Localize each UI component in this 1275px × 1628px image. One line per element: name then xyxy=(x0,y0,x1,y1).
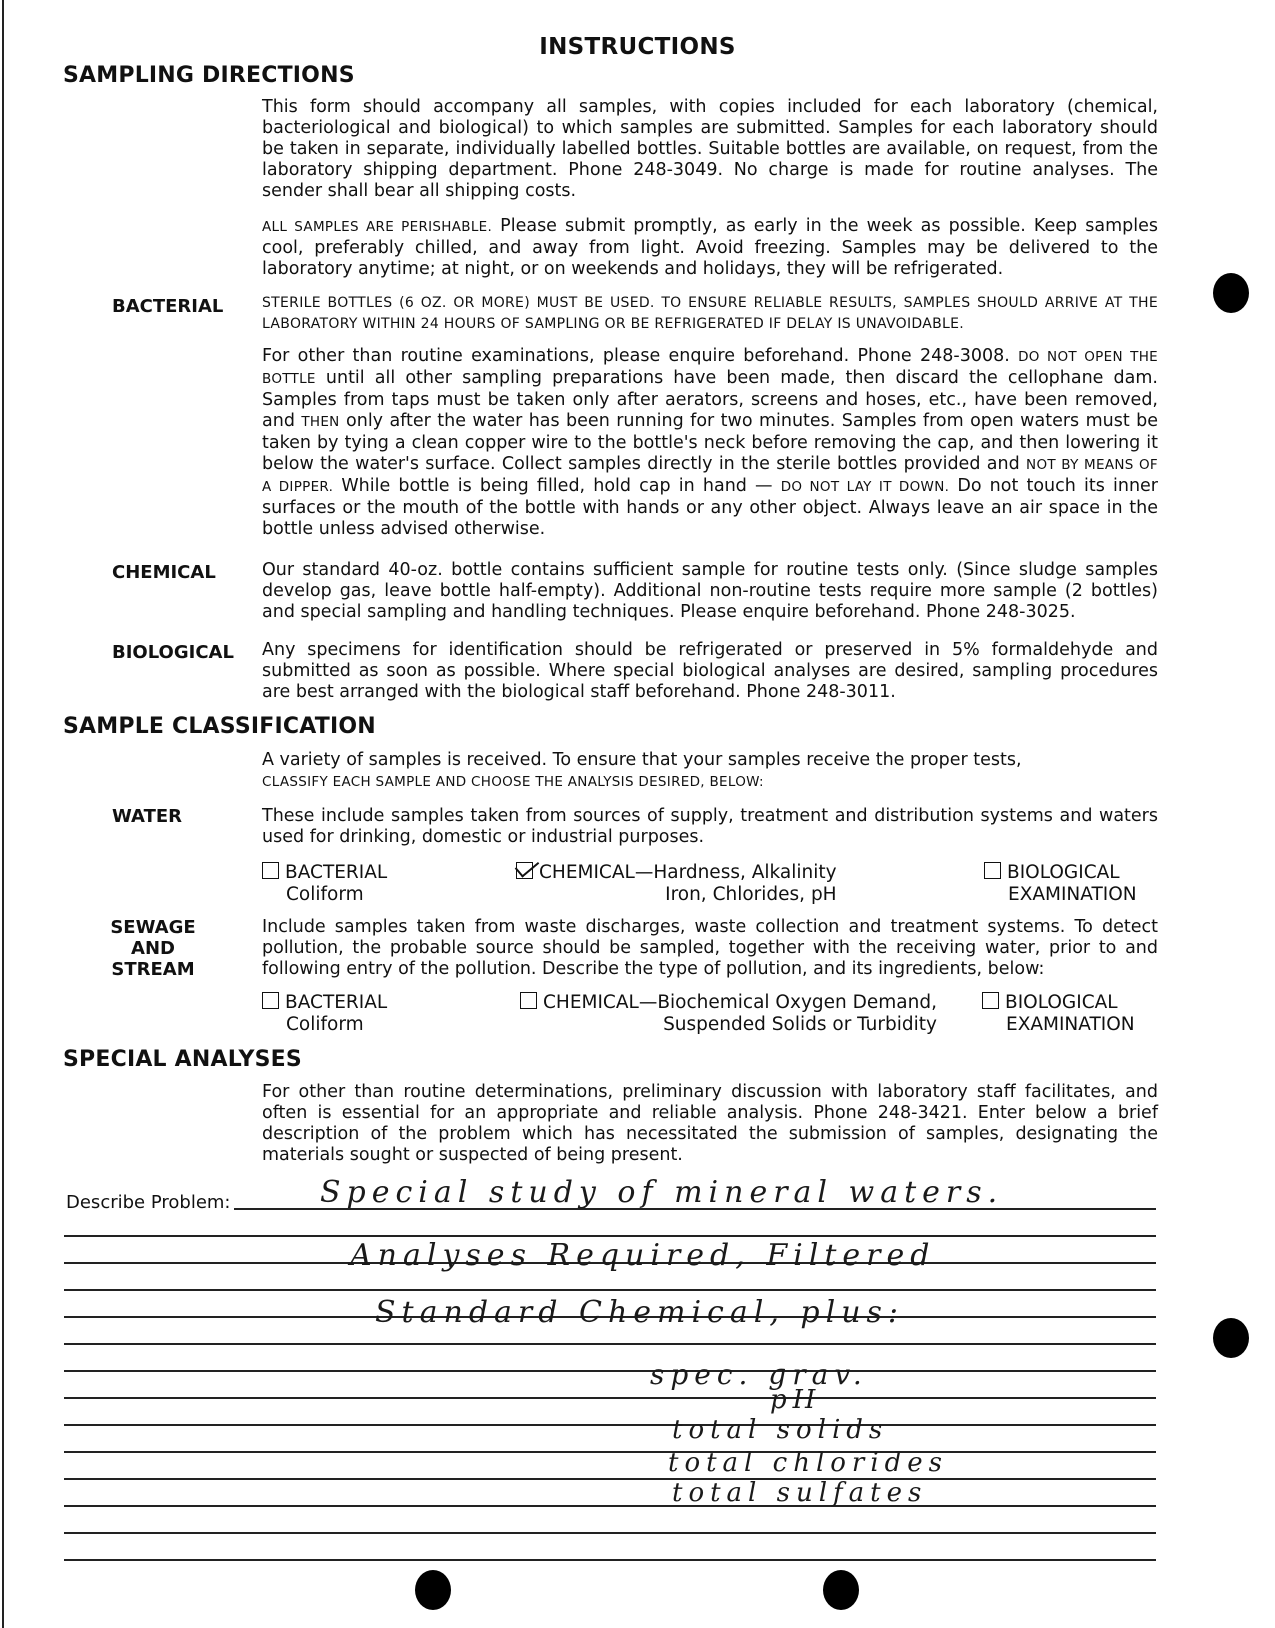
bacterial-caps-3: NOT BY MEANS OF A DIPPER. xyxy=(262,457,1158,495)
water-label: WATER xyxy=(112,806,183,827)
description-line xyxy=(64,1505,1156,1507)
description-line xyxy=(64,1424,1156,1426)
classification-intro-caps: CLASSIFY EACH SAMPLE AND CHOOSE THE ANALYSIS DESIRED, BELOW: xyxy=(262,774,764,790)
description-line xyxy=(64,1289,1156,1291)
sewage-biological-label: BIOLOGICAL xyxy=(1005,992,1118,1013)
sewage-bacterial-label: BACTERIAL xyxy=(285,992,388,1013)
description-line xyxy=(64,1397,1156,1399)
description-line xyxy=(64,1343,1156,1345)
water-biological-label: BIOLOGICAL xyxy=(1007,862,1120,883)
sampling-directions-heading: SAMPLING DIRECTIONS xyxy=(63,63,355,88)
handwritten-line-7: total chlorides xyxy=(668,1448,949,1478)
handwritten-line-8: total sulfates xyxy=(672,1478,928,1508)
special-analyses-heading: SPECIAL ANALYSES xyxy=(63,1047,302,1072)
biological-paragraph: Any specimens for identification should be refrigerated or preserved in 5% formaldehyde and submitted as soon as possible. Where special biological analyses are desired, sampling procedures are best arranged with the biological staff beforehand. Phone 248-3011. xyxy=(262,640,1158,702)
description-line xyxy=(64,1559,1156,1561)
water-bacterial-sub: Coliform xyxy=(286,884,364,905)
perishable-caps: ALL SAMPLES ARE PERISHABLE. xyxy=(262,219,493,235)
water-chemical-sub: Iron, Chlorides, pH xyxy=(665,884,837,905)
description-line xyxy=(64,1451,1156,1453)
chemical-paragraph: Our standard 40-oz. bottle contains sufficient sample for routine tests only. (Since sludge samples develop gas, leave bottle half-empty). Additional non-routine tests require more sample (2 bottles) and special sampling and handling techniques. Please enquire beforehand. Phone 248-3025. xyxy=(262,560,1158,622)
bacterial-caps-notice: STERILE BOTTLES (6 OZ. OR MORE) MUST BE USED. TO ENSURE RELIABLE RESULTS, SAMPLES SHOULD ARRIVE AT THE LABORATORY WITHIN 24 HOURS OF SAMPLING OR BE REFRIGERATED IF DELAY IS UNAVOIDABLE. xyxy=(262,295,1158,332)
water-bacterial-label: BACTERIAL xyxy=(285,862,388,883)
water-paragraph: These include samples taken from sources of supply, treatment and distribution systems and waters used for drinking, domestic or industrial purposes. xyxy=(262,806,1158,847)
sewage-chemical-label: CHEMICAL—Biochemical Oxygen Demand, xyxy=(543,992,937,1013)
punch-hole xyxy=(1213,273,1249,313)
sewage-chemical-sub: Suspended Solids or Turbidity xyxy=(663,1014,937,1035)
handwritten-line-5: pH xyxy=(770,1385,822,1415)
punch-hole xyxy=(823,1570,859,1610)
sewage-paragraph: Include samples taken from waste discharges, waste collection and treatment systems. To detect pollution, the probable source should be sampled, together with the receiving water, prior to and following entry of the pollution. Describe the type of pollution, and its ingredients, below: xyxy=(262,917,1158,979)
perishable-text: Please submit promptly, as early in the week as possible. Keep samples cool, preferably chilled, and away from light. Avoid freezing. Samples may be delivered to the laboratory anytime; at night, or on weekends and holidays, they will be refrigerated. xyxy=(262,216,1158,279)
classification-intro-text: A variety of samples is received. To ensure that your samples receive the proper tests, xyxy=(262,750,1022,770)
punch-hole xyxy=(1213,1318,1249,1358)
handwritten-line-3: Standard Chemical, plus: xyxy=(375,1295,905,1330)
water-biological-sub: EXAMINATION xyxy=(1008,884,1137,905)
handwritten-line-1: Special study of mineral waters. xyxy=(320,1175,1004,1210)
bacterial-text-4: While bottle is being filled, hold cap in hand — xyxy=(333,476,781,496)
bacterial-text-2: until all other sampling preparations have been made, then discard the cellophane dam. Samples from taps must be taken only after aerators, screens and hoses, etc., have been removed, and xyxy=(262,368,1158,431)
punch-hole xyxy=(415,1570,451,1610)
biological-label: BIOLOGICAL xyxy=(112,642,234,663)
bacterial-caps-4: DO NOT LAY IT DOWN. xyxy=(780,479,950,495)
bacterial-caps-1: DO NOT OPEN THE BOTTLE xyxy=(262,349,1158,387)
sewage-label-line-3: STREAM xyxy=(111,959,195,980)
description-line xyxy=(64,1370,1156,1372)
sampling-intro: This form should accompany all samples, with copies included for each laboratory (chemical, bacteriological and biological) to which samples are submitted. Samples for each laboratory should be taken in separate, individually labelled bottles. Suitable bottles are available, on request, from the laboratory shipping department. Phone 248-3049. No charge is made for routine analyses. The sender shall bear all shipping costs. xyxy=(262,97,1158,201)
sewage-label-line-1: SEWAGE xyxy=(110,917,196,938)
sample-classification-heading: SAMPLE CLASSIFICATION xyxy=(63,714,376,739)
description-line xyxy=(64,1235,1156,1237)
description-line xyxy=(64,1532,1156,1534)
description-lines[interactable] xyxy=(64,0,1159,1628)
bacterial-text-3: only after the water has been running for two minutes. Samples from open waters must be taken by tying a clean copper wire to the bottle's neck before removing the cap, and then lowering it below the water's surface. Collect samples directly in the sterile bottles provided and xyxy=(262,411,1158,474)
bacterial-caps-2: THEN xyxy=(301,414,340,430)
water-chemical-label: CHEMICAL—Hardness, Alkalinity xyxy=(539,862,837,883)
bacterial-text-1: For other than routine examinations, please enquire beforehand. Phone 248-3008. xyxy=(262,346,1019,366)
description-line xyxy=(64,1478,1156,1480)
sewage-bacterial-sub: Coliform xyxy=(286,1014,364,1035)
page-title: INSTRUCTIONS xyxy=(539,34,736,60)
sewage-biological-sub: EXAMINATION xyxy=(1006,1014,1135,1035)
bacterial-label: BACTERIAL xyxy=(112,296,224,317)
handwritten-line-2: Analyses Required, Filtered xyxy=(350,1238,936,1273)
handwritten-line-6: total solids xyxy=(672,1415,889,1445)
special-analyses-paragraph: For other than routine determinations, preliminary discussion with laboratory staff facilitates, and often is essential for an appropriate and reliable analysis. Phone 248-3421. Enter below a brief description of the problem which has necessitated the submission of samples, designating the materials sought or suspected of being present. xyxy=(262,1082,1158,1165)
sewage-label-line-2: AND xyxy=(131,938,175,959)
chemical-label: CHEMICAL xyxy=(112,562,216,583)
bacterial-text-5: Do not touch its inner surfaces or the mouth of the bottle with hands or any other object. Always leave an air space in the bottle unless advised otherwise. xyxy=(262,476,1159,539)
page-edge-rule xyxy=(2,0,4,1628)
handwritten-line-4: spec. grav. xyxy=(650,1358,868,1391)
describe-problem-label: Describe Problem: xyxy=(66,1192,231,1213)
